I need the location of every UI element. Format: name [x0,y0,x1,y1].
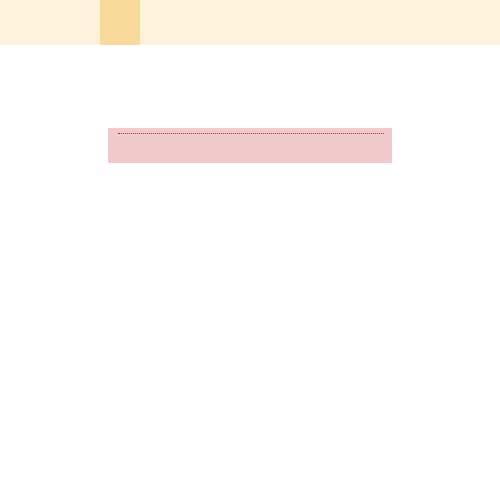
header-band [0,0,500,45]
page-number-box [100,0,140,45]
chapter-leader-dots [118,133,384,134]
chapter-heading[interactable] [116,135,386,136]
